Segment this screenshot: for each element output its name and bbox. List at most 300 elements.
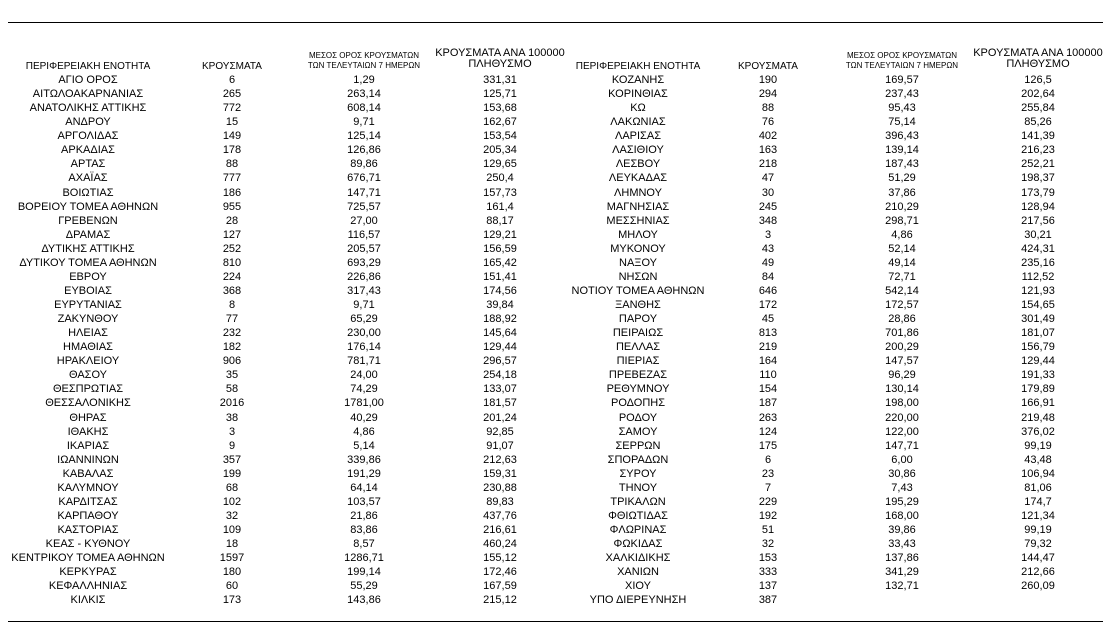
cases-cell: 224: [222, 270, 242, 283]
per-100k-cell: 156,79: [1021, 341, 1055, 354]
per-100k-cell: 43,48: [1024, 453, 1052, 466]
per-100k-cell: 174,56: [483, 284, 517, 297]
per-100k-cell: 212,63: [483, 453, 517, 466]
avg-7day-cell: 9,71: [353, 116, 375, 129]
per-100k-cell: 181,07: [1021, 327, 1055, 340]
per-100k-cell: 198,37: [1021, 172, 1055, 185]
cases-cell: 8: [228, 299, 236, 311]
cases-cell: 186: [222, 186, 242, 199]
per-100k-cell: 215,12: [483, 594, 517, 607]
cases-cell: 15: [225, 116, 239, 129]
cases-cell: 30: [761, 186, 775, 199]
region-cell: ΛΑΣΙΘΙΟΥ: [612, 144, 664, 157]
cases-cell: 110: [759, 369, 777, 382]
per-100k-cell: 301,49: [1021, 313, 1055, 326]
region-cell: ΝΟΤΙΟΥ ΤΟΜΕΑ ΑΘΗΝΩΝ: [571, 284, 705, 297]
cases-cell: 813: [758, 327, 778, 340]
per-100k-cell: 219,48: [1021, 411, 1055, 424]
region-cell: ΛΕΣΒΟΥ: [615, 158, 661, 171]
avg-7day-cell: 176,14: [347, 341, 381, 354]
cases-cell: 955: [222, 200, 242, 213]
cases-cell: 35: [225, 369, 239, 382]
avg-7day-cell: 676,71: [347, 172, 381, 185]
per-100k-cell: 255,84: [1021, 102, 1055, 115]
per-100k-cell: 85,26: [1024, 116, 1052, 129]
region-cell: ΧΙΟΥ: [625, 580, 651, 593]
cases-cell: 182: [222, 341, 242, 354]
region-cell: ΔΥΤΙΚΗΣ ΑΤΤΙΚΗΣ: [41, 242, 135, 255]
cases-cell: 348: [758, 214, 778, 227]
per-100k-cell: 129,44: [1021, 355, 1055, 368]
cases-cell: 175: [758, 439, 778, 452]
cases-cell: 192: [758, 509, 778, 522]
per-100k-cell: 39,84: [486, 299, 514, 311]
per-100k-cell: 153,68: [483, 102, 517, 115]
per-100k-cell: 153,54: [483, 130, 517, 143]
per-100k-cell: 167,59: [483, 580, 517, 593]
per-100k-cell: 424,31: [1021, 242, 1055, 255]
per-100k-cell: 460,24: [483, 538, 517, 551]
per-100k-cell: 216,61: [483, 524, 517, 536]
per-100k-cell: 161,4: [486, 200, 514, 213]
table-row: [0, 453, 1117, 467]
table-row: [0, 579, 1117, 593]
avg-7day-cell: 74,29: [350, 383, 378, 396]
avg-7day-cell: 230,00: [347, 327, 381, 340]
cases-cell: 187: [758, 397, 778, 410]
table-row: [0, 242, 1117, 256]
cases-cell: 252: [222, 242, 242, 255]
per-100k-cell: 376,02: [1021, 425, 1055, 438]
cases-cell: 32: [761, 538, 775, 551]
cases-cell: 173: [222, 594, 242, 607]
per-100k-cell: 81,06: [1024, 481, 1052, 494]
avg-7day-cell: 1781,00: [344, 397, 384, 410]
avg-7day-cell: 52,14: [888, 242, 916, 255]
avg-7day-cell: 168,00: [885, 509, 919, 522]
cases-cell: 172: [758, 299, 778, 311]
avg-7day-cell: 147,71: [885, 439, 919, 452]
region-cell: ΜΕΣΣΗΝΙΑΣ: [606, 214, 670, 227]
avg-7day-cell: 6,00: [891, 453, 913, 466]
table-row: [0, 115, 1117, 129]
region-cell: ΚΩ: [630, 102, 646, 115]
avg-7day-cell: 27,00: [350, 214, 378, 227]
cases-cell: 60: [225, 580, 239, 593]
per-100k-cell: 159,31: [483, 467, 517, 480]
per-100k-cell: 217,56: [1021, 214, 1055, 227]
region-cell: ΣΠΟΡΑΔΩΝ: [607, 453, 669, 466]
per-100k-cell: 181,57: [483, 397, 517, 410]
avg-7day-cell: 40,29: [350, 411, 378, 424]
region-cell: ΚΑΒΑΛΑΣ: [62, 467, 114, 480]
avg-7day-cell: 24,00: [350, 369, 378, 382]
table-row: [0, 368, 1117, 382]
region-cell: ΙΩΑΝΝΙΝΩΝ: [57, 453, 119, 466]
per-100k-cell: 212,66: [1021, 566, 1055, 579]
avg-7day-cell: 298,71: [885, 214, 919, 227]
avg-7day-cell: 55,29: [350, 580, 378, 593]
cases-cell: 2016: [219, 397, 245, 410]
avg-7day-cell: 89,86: [350, 158, 378, 171]
cases-cell: 47: [761, 172, 775, 185]
avg-7day-cell: 147,57: [885, 355, 919, 368]
region-cell: ΑΧΑΪΑΣ: [68, 172, 108, 185]
region-cell: ΜΥΚΟΝΟΥ: [610, 242, 666, 255]
cases-cell: 232: [222, 327, 242, 340]
table-row: [0, 593, 1117, 607]
avg-7day-cell: 28,86: [888, 313, 916, 326]
left-header-per100k-line2: ΠΛΗΘΥΣΜΟ: [468, 58, 532, 70]
region-cell: ΑΡΚΑΔΙΑΣ: [61, 144, 115, 157]
per-100k-cell: 156,59: [483, 242, 517, 255]
avg-7day-cell: 191,29: [347, 467, 381, 480]
per-100k-cell: 133,07: [483, 383, 517, 396]
cases-cell: 32: [225, 509, 239, 522]
right-header-avg: [832, 51, 972, 71]
left-header-avg-line1: ΜΕΣΟΣ ΟΡΟΣ ΚΡΟΥΣΜΑΤΩΝ: [308, 51, 420, 60]
cases-cell: 102: [222, 495, 242, 508]
right-header-per100k-line2: ΠΛΗΘΥΣΜΟ: [1006, 58, 1070, 70]
cases-cell: 402: [758, 130, 778, 143]
table-row: [0, 284, 1117, 298]
region-cell: ΑΝΑΤΟΛΙΚΗΣ ΑΤΤΙΚΗΣ: [29, 102, 147, 115]
cases-cell: 77: [225, 313, 239, 326]
cases-cell: 76: [761, 116, 775, 129]
region-cell: ΧΑΝΙΩΝ: [617, 566, 659, 579]
avg-7day-cell: 8,57: [353, 538, 375, 551]
avg-7day-cell: 226,86: [347, 270, 381, 283]
table-row: [0, 411, 1117, 425]
avg-7day-cell: 210,29: [885, 200, 919, 213]
avg-7day-cell: 137,86: [885, 552, 919, 565]
avg-7day-cell: 64,14: [350, 481, 378, 494]
cases-cell: 49: [761, 256, 775, 269]
per-100k-cell: 89,83: [486, 495, 514, 508]
table-row: [0, 298, 1117, 312]
region-cell: ΕΒΡΟΥ: [69, 270, 107, 283]
bottom-rule: [8, 621, 1103, 622]
avg-7day-cell: 200,29: [885, 341, 919, 354]
per-100k-cell: 30,21: [1024, 228, 1052, 241]
region-cell: ΚΙΛΚΙΣ: [70, 594, 106, 607]
region-cell: ΑΝΔΡΟΥ: [65, 116, 111, 129]
region-cell: ΚΑΛΥΜΝΟΥ: [57, 481, 119, 494]
region-cell: ΑΡΓΟΛΙΔΑΣ: [57, 130, 119, 143]
region-cell: ΛΕΥΚΑΔΑΣ: [608, 172, 668, 185]
avg-7day-cell: 237,43: [885, 88, 919, 101]
region-cell: ΚΑΣΤΟΡΙΑΣ: [57, 524, 119, 536]
avg-7day-cell: 83,86: [350, 524, 378, 536]
region-cell: ΚΕΝΤΡΙΚΟΥ ΤΟΜΕΑ ΑΘΗΝΩΝ: [11, 552, 165, 565]
region-cell: ΠΑΡΟΥ: [618, 313, 658, 326]
region-cell: ΒΟΡΕΙΟΥ ΤΟΜΕΑ ΑΘΗΝΩΝ: [17, 200, 159, 213]
table-row: [0, 425, 1117, 439]
cases-cell: 3: [764, 228, 772, 241]
region-cell: ΝΗΣΩΝ: [618, 270, 658, 283]
avg-7day-cell: 65,29: [350, 313, 378, 326]
left-header-avg: [294, 51, 434, 71]
cases-cell: 137: [758, 580, 778, 593]
table-row: [0, 537, 1117, 551]
avg-7day-cell: 199,14: [347, 566, 381, 579]
avg-7day-cell: 96,29: [888, 369, 916, 382]
avg-7day-cell: 116,57: [347, 228, 381, 241]
cases-cell: 127: [222, 228, 242, 241]
cases-cell: 43: [761, 242, 775, 255]
avg-7day-cell: 263,14: [347, 88, 381, 101]
left-header-region: ΠΕΡΙΦΕΡΕΙΑΚΗ ΕΝΟΤΗΤΑ: [25, 61, 151, 72]
region-cell: ΠΕΛΛΑΣ: [615, 341, 661, 354]
region-cell: ΚΟΖΑΝΗΣ: [611, 74, 665, 86]
avg-7day-cell: 542,14: [885, 284, 919, 297]
region-cell: ΒΟΙΩΤΙΑΣ: [62, 186, 114, 199]
cases-cell: 263: [758, 411, 778, 424]
per-100k-cell: 99,19: [1024, 439, 1052, 452]
avg-7day-cell: 198,00: [885, 397, 919, 410]
per-100k-cell: 121,34: [1021, 509, 1055, 522]
cases-cell: 6: [764, 453, 772, 466]
avg-7day-cell: 103,57: [347, 495, 381, 508]
cases-cell: 906: [222, 355, 242, 368]
table-row: [0, 439, 1117, 453]
avg-7day-cell: 21,86: [350, 509, 378, 522]
avg-7day-cell: 139,14: [885, 144, 919, 157]
region-cell: ΙΚΑΡΙΑΣ: [66, 439, 110, 452]
top-rule: [8, 22, 1103, 23]
per-100k-cell: 191,33: [1021, 369, 1055, 382]
region-cell: ΚΕΦΑΛΛΗΝΙΑΣ: [48, 580, 128, 593]
avg-7day-cell: 608,14: [347, 102, 381, 115]
right-header-region: ΠΕΡΙΦΕΡΕΙΑΚΗ ΕΝΟΤΗΤΑ: [575, 61, 701, 72]
per-100k-cell: 252,21: [1021, 158, 1055, 171]
table-row: [0, 186, 1117, 200]
region-cell: ΦΛΩΡΙΝΑΣ: [609, 524, 667, 536]
region-cell: ΡΟΔΟΥ: [618, 411, 658, 424]
left-header-cases: ΚΡΟΥΣΜΑΤΑ: [202, 61, 262, 72]
avg-7day-cell: 396,43: [885, 130, 919, 143]
region-cell: ΠΕΙΡΑΙΩΣ: [612, 327, 664, 340]
avg-7day-cell: 126,86: [347, 144, 381, 157]
per-100k-cell: 250,4: [486, 172, 514, 185]
avg-7day-cell: 49,14: [888, 256, 916, 269]
cases-cell: 88: [225, 158, 239, 171]
right-header-per100k: [968, 48, 1108, 70]
avg-7day-cell: 143,86: [347, 594, 381, 607]
table-row: [0, 565, 1117, 579]
region-cell: ΣΥΡΟΥ: [619, 467, 657, 480]
table-row: [0, 87, 1117, 101]
region-cell: ΖΑΚΥΝΘΟΥ: [57, 313, 119, 326]
table-row: [0, 270, 1117, 284]
table-row: [0, 354, 1117, 368]
region-cell: ΤΗΝΟΥ: [618, 481, 658, 494]
per-100k-cell: 165,42: [483, 256, 517, 269]
per-100k-cell: 88,17: [486, 214, 514, 227]
left-header-avg-line2: ΤΩΝ ΤΕΛΕΥΤΑΙΩΝ 7 ΗΜΕΡΩΝ: [307, 61, 421, 70]
avg-7day-cell: 220,00: [885, 411, 919, 424]
region-cell: ΥΠΟ ΔΙΕΡΕΥΝΗΣΗ: [589, 594, 687, 607]
cases-cell: 178: [222, 144, 242, 157]
avg-7day-cell: 187,43: [885, 158, 919, 171]
region-cell: ΑΡΤΑΣ: [70, 158, 106, 171]
region-cell: ΘΕΣΣΑΛΟΝΙΚΗΣ: [45, 397, 131, 410]
cases-cell: 88: [761, 102, 775, 115]
region-cell: ΘΑΣΟΥ: [68, 369, 108, 382]
per-100k-cell: 141,39: [1021, 130, 1055, 143]
cases-cell: 229: [758, 495, 778, 508]
per-100k-cell: 79,32: [1024, 538, 1052, 551]
avg-7day-cell: 317,43: [347, 284, 381, 297]
region-cell: ΔΥΤΙΚΟΥ ΤΟΜΕΑ ΑΘΗΝΩΝ: [19, 256, 157, 269]
cases-cell: 68: [225, 481, 239, 494]
region-cell: ΑΙΤΩΛΟΑΚΑΡΝΑΝΙΑΣ: [32, 88, 144, 101]
cases-cell: 357: [222, 453, 242, 466]
region-cell: ΦΩΚΙΔΑΣ: [613, 538, 663, 551]
per-100k-cell: 155,12: [483, 552, 517, 565]
avg-7day-cell: 30,86: [888, 467, 916, 480]
cases-cell: 124: [758, 425, 778, 438]
right-header-cases: ΚΡΟΥΣΜΑΤΑ: [738, 61, 798, 72]
table-row: [0, 73, 1117, 87]
region-cell: ΚΑΡΔΙΤΣΑΣ: [58, 495, 118, 508]
cases-cell: 810: [222, 256, 242, 269]
region-cell: ΛΑΡΙΣΑΣ: [614, 130, 661, 143]
per-100k-cell: 154,65: [1021, 299, 1055, 311]
per-100k-cell: 260,09: [1021, 580, 1055, 593]
avg-7day-cell: 341,29: [885, 566, 919, 579]
avg-7day-cell: 195,29: [885, 495, 919, 508]
per-100k-cell: 201,24: [483, 411, 517, 424]
region-cell: ΘΕΣΠΡΩΤΙΑΣ: [52, 383, 124, 396]
region-cell: ΓΡΕΒΕΝΩΝ: [58, 214, 118, 227]
cases-cell: 109: [222, 524, 242, 536]
cases-cell: 6: [228, 74, 236, 86]
table-row: [0, 467, 1117, 481]
avg-7day-cell: 781,71: [347, 355, 381, 368]
region-cell: ΚΟΡΙΝΘΙΑΣ: [608, 88, 668, 101]
per-100k-cell: 92,85: [486, 425, 514, 438]
region-cell: ΜΑΓΝΗΣΙΑΣ: [606, 200, 670, 213]
avg-7day-cell: 132,71: [885, 580, 919, 593]
cases-cell: 45: [761, 313, 775, 326]
table-row: [0, 382, 1117, 396]
avg-7day-cell: 33,43: [888, 538, 916, 551]
cases-cell: 1597: [219, 552, 245, 565]
per-100k-cell: 126,5: [1024, 74, 1052, 86]
per-100k-cell: 254,18: [483, 369, 517, 382]
per-100k-cell: 179,89: [1021, 383, 1055, 396]
per-100k-cell: 112,52: [1021, 270, 1055, 283]
region-cell: ΠΙΕΡΙΑΣ: [616, 355, 660, 368]
table-row: [0, 340, 1117, 354]
per-100k-cell: 129,21: [483, 228, 517, 241]
per-100k-cell: 188,92: [483, 313, 517, 326]
right-table-body: [0, 73, 1117, 607]
per-100k-cell: 437,76: [483, 509, 517, 522]
table-row: [0, 523, 1117, 537]
cases-cell: 84: [761, 270, 775, 283]
per-100k-cell: 145,64: [483, 327, 517, 340]
cases-cell: 190: [758, 74, 778, 86]
right-header-avg-line1: ΜΕΣΟΣ ΟΡΟΣ ΚΡΟΥΣΜΑΤΩΝ: [846, 51, 958, 60]
table-row: [0, 171, 1117, 185]
region-cell: ΚΕΡΚΥΡΑΣ: [59, 566, 117, 579]
avg-7day-cell: 147,71: [347, 186, 381, 199]
per-100k-cell: 157,73: [483, 186, 517, 199]
region-cell: ΤΡΙΚΑΛΩΝ: [610, 495, 666, 508]
per-100k-cell: 144,47: [1021, 552, 1055, 565]
region-cell: ΝΑΞΟΥ: [619, 256, 657, 269]
table-row: [0, 396, 1117, 410]
avg-7day-cell: 169,57: [885, 74, 919, 86]
avg-7day-cell: 172,57: [885, 299, 919, 311]
region-cell: ΗΡΑΚΛΕΙΟΥ: [56, 355, 120, 368]
cases-cell: 3: [228, 425, 236, 438]
cases-cell: 387: [758, 594, 778, 607]
avg-7day-cell: 95,43: [888, 102, 916, 115]
cases-cell: 777: [222, 172, 242, 185]
region-cell: ΙΘΑΚΗΣ: [67, 425, 109, 438]
region-cell: ΣΕΡΡΩΝ: [615, 439, 661, 452]
avg-7day-cell: 51,29: [888, 172, 916, 185]
cases-cell: 149: [222, 130, 242, 143]
cases-cell: 368: [222, 284, 242, 297]
per-100k-cell: 121,93: [1021, 284, 1055, 297]
region-cell: ΑΓΙΟ ΟΡΟΣ: [58, 74, 118, 86]
table-row: [0, 481, 1117, 495]
table-row: [0, 326, 1117, 340]
region-cell: ΘΗΡΑΣ: [69, 411, 107, 424]
table-row: [0, 509, 1117, 523]
table-row: [0, 101, 1117, 115]
cases-cell: 265: [222, 88, 242, 101]
per-100k-cell: 151,41: [483, 270, 517, 283]
avg-7day-cell: 693,29: [347, 256, 381, 269]
region-cell: ΛΗΜΝΟΥ: [614, 186, 662, 199]
table-row: [0, 256, 1117, 270]
right-header-per100k-line1: ΚΡΟΥΣΜΑΤΑ ΑΝΑ 100000: [973, 47, 1103, 59]
table-row: [0, 143, 1117, 157]
region-cell: ΡΕΘΥΜΝΟΥ: [606, 383, 670, 396]
cases-cell: 219: [758, 341, 778, 354]
table-row: [0, 228, 1117, 242]
cases-cell: 9: [228, 439, 236, 452]
avg-7day-cell: 37,86: [888, 186, 916, 199]
avg-7day-cell: 130,14: [885, 383, 919, 396]
cases-cell: 153: [758, 552, 778, 565]
cases-cell: 333: [758, 566, 778, 579]
region-cell: ΜΗΛΟΥ: [618, 228, 658, 241]
avg-7day-cell: 4,86: [353, 425, 375, 438]
region-cell: ΗΜΑΘΙΑΣ: [63, 341, 113, 354]
per-100k-cell: 235,16: [1021, 256, 1055, 269]
cases-cell: 38: [225, 411, 239, 424]
cases-cell: 245: [758, 200, 778, 213]
region-cell: ΧΑΛΚΙΔΙΚΗΣ: [605, 552, 671, 565]
cases-cell: 7: [764, 481, 772, 494]
avg-7day-cell: 39,86: [888, 524, 916, 536]
region-cell: ΛΑΚΩΝΙΑΣ: [610, 116, 666, 129]
left-header-per100k: [430, 48, 570, 70]
region-cell: ΕΥΒΟΙΑΣ: [64, 284, 112, 297]
region-cell: ΚΑΡΠΑΘΟΥ: [57, 509, 119, 522]
per-100k-cell: 99,19: [1024, 524, 1052, 536]
per-100k-cell: 331,31: [483, 74, 517, 86]
avg-7day-cell: 1,29: [353, 74, 375, 86]
avg-7day-cell: 72,71: [888, 270, 916, 283]
per-100k-cell: 125,71: [483, 88, 517, 101]
